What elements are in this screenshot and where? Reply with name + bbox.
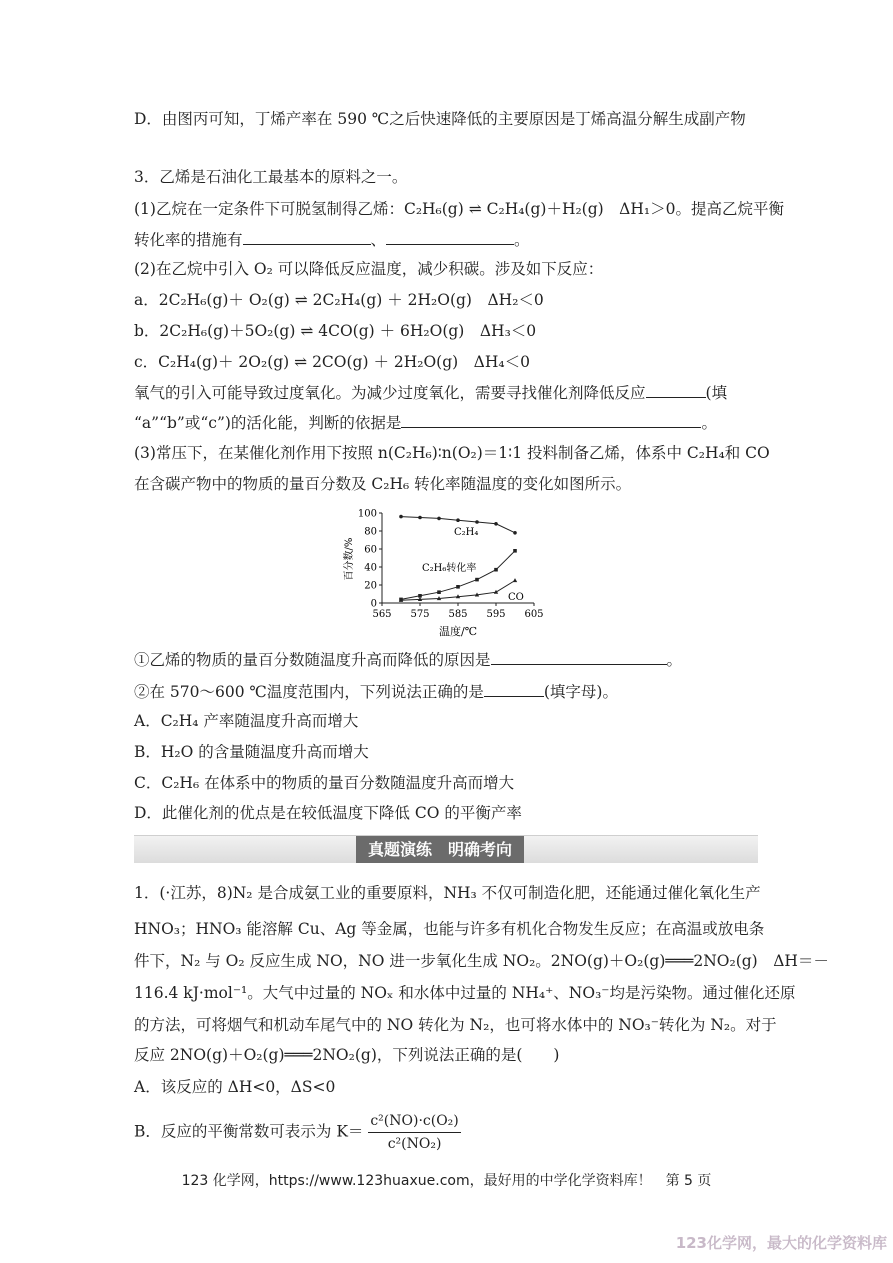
text: ①乙烯的物质的量百分数随温度升高而降低的原因是: [134, 651, 491, 669]
option-b: B．H₂O 的含量随温度升高而增大: [134, 743, 369, 761]
data-point: [494, 522, 498, 526]
page-footer: 123 化学网，https://www.123huaxue.com，最好用的中学化学资料库！ 第 5 页: [181, 1173, 712, 1189]
x-tick-label: 585: [448, 609, 468, 620]
text: 。: [666, 651, 683, 669]
answer-blank[interactable]: [484, 680, 544, 697]
oxygen-line-2: [134, 411, 717, 434]
y-tick-label: 60: [364, 544, 377, 556]
data-point: [456, 518, 460, 522]
problem-1-option-b: [134, 1110, 461, 1155]
text: 氧气的引入可能导致过度氧化。为减少过度氧化，需要寻找催化剂降低反应: [134, 384, 646, 402]
text: (填: [705, 384, 728, 402]
problem-1-line-5: 的方法，可将烟气和机动车尾气中的 NO 转化为 N₂，也可将水体中的 NO₃⁻转化为 N₂。对于: [134, 1016, 777, 1034]
question-3-part-3: (3)常压下，在某催化剂作用下按照 n(C₂H₆)∶n(O₂)＝1∶1 投料制备乙烯，体系中 C₂H₄和 CO: [134, 444, 770, 462]
data-point: [475, 578, 479, 582]
text: 。: [701, 414, 717, 432]
x-axis-label: 温度/℃: [438, 625, 478, 638]
text: “a”“b”或“c”)的活化能，判断的依据是: [134, 414, 402, 432]
question-3-part-1: (1)乙烷在一定条件下可脱氢制得乙烯：C₂H₆(g) ⇌ C₂H₄(g)＋H₂(g) ΔH₁＞0。提高乙烷平衡: [134, 200, 784, 218]
section-banner-title: 真题演练 明确考向: [356, 836, 524, 863]
data-point: [418, 516, 422, 520]
y-axis-label: 百分数/%: [344, 537, 355, 581]
data-point: [513, 531, 517, 535]
fraction-denominator: c²(NO₂): [387, 1136, 442, 1152]
answer-blank[interactable]: [243, 228, 371, 245]
answer-blank[interactable]: [386, 228, 514, 245]
data-point: [437, 517, 441, 521]
data-point: [437, 590, 441, 594]
series-label-conversion: C₂H₆转化率: [422, 563, 477, 574]
y-tick-label: 20: [364, 580, 377, 592]
x-tick-label: 575: [410, 609, 430, 620]
option-a: A．C₂H₄ 产率随温度升高而增大: [134, 712, 359, 730]
problem-1-line-3: 件下，N₂ 与 O₂ 反应生成 NO，NO 进一步氧化生成 NO₂。2NO(g)＋O₂(g)═══2NO₂(g) ΔH＝－: [134, 952, 829, 970]
sub-question-1: [134, 648, 682, 671]
problem-1-line-4: 116.4 kJ·mol⁻¹。大气中过量的 NOₓ 和水体中过量的 NH₄⁺、NO₃⁻均是污染物。通过催化还原: [134, 984, 796, 1002]
x-tick-label: 595: [486, 609, 506, 620]
answer-blank[interactable]: [401, 411, 701, 428]
y-tick-label: 0: [370, 598, 377, 610]
y-tick-label: 40: [364, 562, 377, 574]
watermark: 123化学网，最大的化学资料库: [675, 1234, 887, 1252]
fraction-numerator: c²(NO)·c(O₂): [368, 1110, 460, 1133]
problem-1-option-a: A．该反应的 ΔH<0，ΔS<0: [134, 1078, 336, 1096]
period: 。: [514, 231, 530, 249]
question-3-part-1-blanks: [134, 228, 530, 251]
y-tick-label: 100: [357, 508, 377, 520]
equilibrium-constant-fraction: [368, 1110, 460, 1155]
problem-1-line-1: 1．(·江苏，8)N₂ 是合成氨工业的重要原料，NH₃ 不仅可制造化肥，还能通过催化氧化生产: [134, 884, 761, 902]
data-point: [475, 520, 479, 524]
data-point: [513, 549, 517, 553]
series-line-1: [401, 551, 515, 600]
reaction-b: b．2C₂H₆(g)＋5O₂(g) ⇌ 4CO(g) ＋ 6H₂O(g) ΔH₃＜0: [134, 322, 537, 340]
text: ②在 570～600 ℃温度范围内，下列说法正确的是: [134, 683, 484, 701]
oxygen-line-1: [134, 381, 727, 404]
data-point: [456, 585, 460, 589]
reaction-a: a．2C₂H₆(g)＋ O₂(g) ⇌ 2C₂H₄(g) ＋ 2H₂O(g) ΔH₂＜0: [134, 291, 544, 309]
x-tick-label: 605: [524, 609, 544, 620]
blank-prompt: 转化率的措施有: [134, 231, 243, 249]
sub-question-2: [134, 680, 618, 703]
x-tick-label: 565: [372, 609, 392, 620]
series-label-co: CO: [508, 592, 524, 603]
question-3-part-3-cont: 在含碳产物中的物质的量百分数及 C₂H₆ 转化率随温度的变化如图所示。: [134, 475, 632, 493]
problem-1-line-2: HNO₃；HNO₃ 能溶解 Cu、Ag 等金属，也能与许多有机化合物发生反应；在高温或放电条: [134, 920, 765, 938]
data-point: [494, 568, 498, 572]
question-3-part-2: (2)在乙烷中引入 O₂ 可以降低反应温度，减少积碳。涉及如下反应：: [134, 260, 604, 278]
problem-1-line-6: 反应 2NO(g)＋O₂(g)═══2NO₂(g)，下列说法正确的是( ): [134, 1046, 560, 1064]
text: (填字母)。: [543, 683, 618, 701]
section-banner: [134, 835, 758, 863]
series-label-c2h4: C₂H₄: [454, 527, 479, 538]
question-3-title: 3．乙烯是石油化工最基本的原料之一。: [134, 168, 408, 186]
data-point: [399, 515, 403, 519]
y-tick-label: 80: [364, 526, 377, 538]
temperature-chart: [342, 503, 552, 643]
answer-blank[interactable]: [491, 648, 667, 665]
option-d-previous: D．由图丙可知，丁烯产率在 590 ℃之后快速降低的主要原因是丁烯高温分解生成副产物: [134, 110, 746, 128]
reaction-c: c．C₂H₄(g)＋ 2O₂(g) ⇌ 2CO(g) ＋ 2H₂O(g) ΔH₄＜0: [134, 353, 530, 371]
separator: 、: [370, 231, 387, 249]
text: B．反应的平衡常数可表示为 K＝: [134, 1122, 364, 1141]
option-d: D．此催化剂的优点是在较低温度下降低 CO 的平衡产率: [134, 804, 522, 822]
answer-blank[interactable]: [646, 381, 706, 398]
option-c: C．C₂H₆ 在体系中的物质的量百分数随温度升高而增大: [134, 774, 515, 792]
data-point: [513, 578, 517, 582]
